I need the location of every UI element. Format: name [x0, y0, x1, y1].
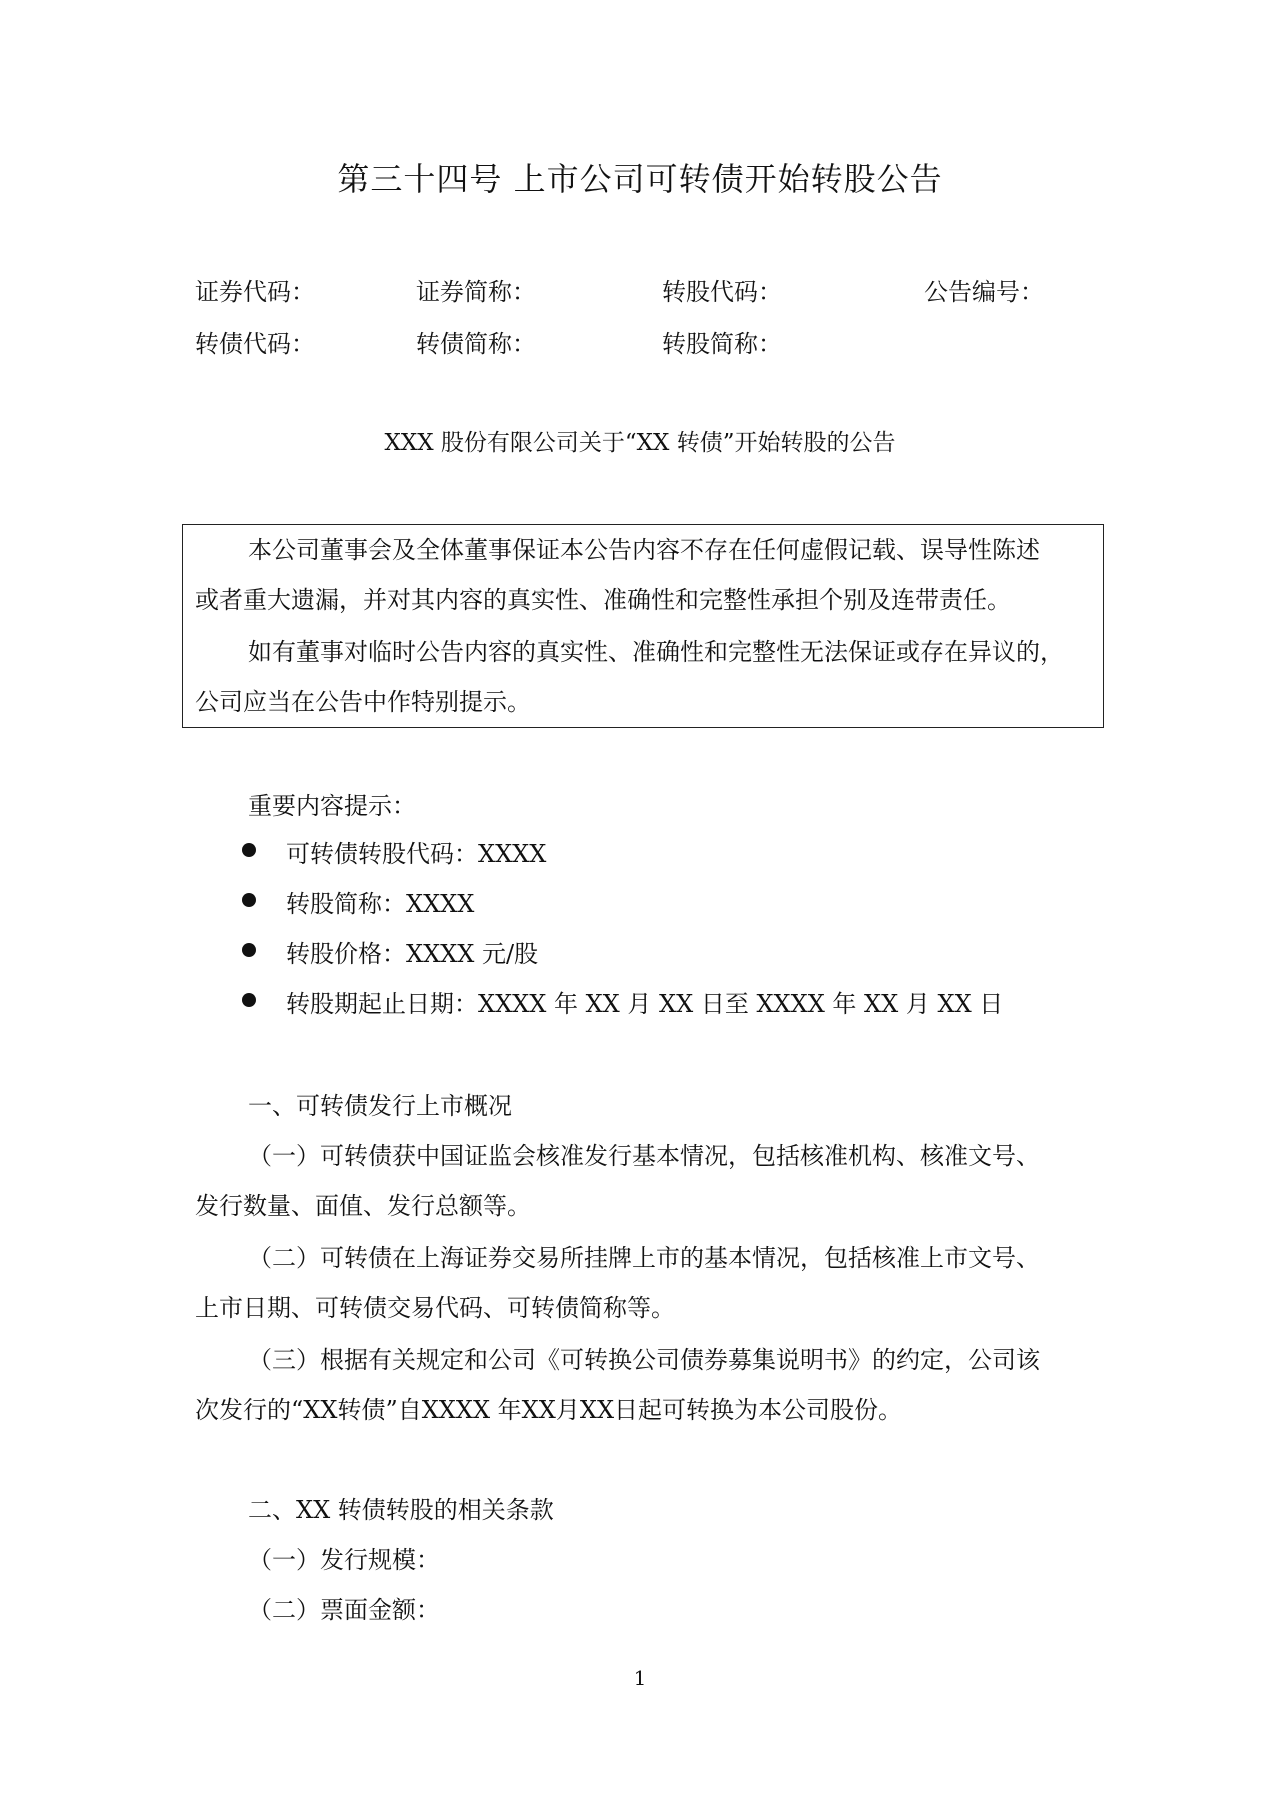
conversion-abbr-label: 转股简称： — [662, 330, 782, 358]
conversion-code-label: 转股代码： — [662, 278, 782, 306]
highlight-item: 转股价格：XXXX 元/股 — [286, 940, 539, 968]
section-1-line: 发行数量、面值、发行总额等。 — [195, 1192, 531, 1220]
highlights-heading: 重要内容提示： — [248, 792, 416, 820]
highlight-item: 可转债转股代码：XXXX — [286, 840, 547, 868]
section-1-line: 次发行的“XX转债”自XXXX 年XX月XX日起可转换为本公司股份。 — [195, 1396, 903, 1424]
section-1-line: （三）根据有关规定和公司《可转换公司债券募集说明书》的约定，公司该 — [248, 1346, 1040, 1374]
declaration-line: 或者重大遗漏，并对其内容的真实性、准确性和完整性承担个别及连带责任。 — [195, 586, 1011, 614]
section-1-line: （一）可转债获中国证监会核准发行基本情况，包括核准机构、核准文号、 — [248, 1142, 1040, 1170]
declaration-line: 公司应当在公告中作特别提示。 — [195, 688, 531, 716]
section-1-line: （二）可转债在上海证券交易所挂牌上市的基本情况，包括核准上市文号、 — [248, 1244, 1040, 1272]
bullet-icon — [242, 993, 256, 1007]
bullet-icon — [242, 843, 256, 857]
bond-code-label: 转债代码： — [195, 330, 315, 358]
section-2-item: （二）票面金额： — [248, 1596, 440, 1624]
highlight-item: 转股简称：XXXX — [286, 890, 475, 918]
declaration-line: 如有董事对临时公告内容的真实性、准确性和完整性无法保证或存在异议的， — [248, 638, 1064, 666]
bond-abbr-label: 转债简称： — [416, 330, 536, 358]
page-title: 第三十四号 上市公司可转债开始转股公告 — [337, 160, 943, 198]
page-number: 1 — [633, 1666, 647, 1690]
bullet-icon — [242, 943, 256, 957]
highlight-item: 转股期起止日期：XXXX 年 XX 月 XX 日至 XXXX 年 XX 月 XX 日 — [286, 990, 1004, 1018]
bullet-icon — [242, 893, 256, 907]
announcement-number-label: 公告编号： — [924, 278, 1044, 306]
securities-abbr-label: 证券简称： — [416, 278, 536, 306]
section-2-item: （一）发行规模： — [248, 1546, 440, 1574]
section-1-heading: 一、可转债发行上市概况 — [248, 1092, 512, 1120]
section-2-heading: 二、XX 转债转股的相关条款 — [248, 1496, 554, 1524]
section-1-line: 上市日期、可转债交易代码、可转债简称等。 — [195, 1294, 675, 1322]
securities-code-label: 证券代码： — [195, 278, 315, 306]
announcement-subtitle: XXX 股份有限公司关于“XX 转债”开始转股的公告 — [384, 430, 896, 456]
declaration-line: 本公司董事会及全体董事保证本公告内容不存在任何虚假记载、误导性陈述 — [248, 536, 1040, 564]
